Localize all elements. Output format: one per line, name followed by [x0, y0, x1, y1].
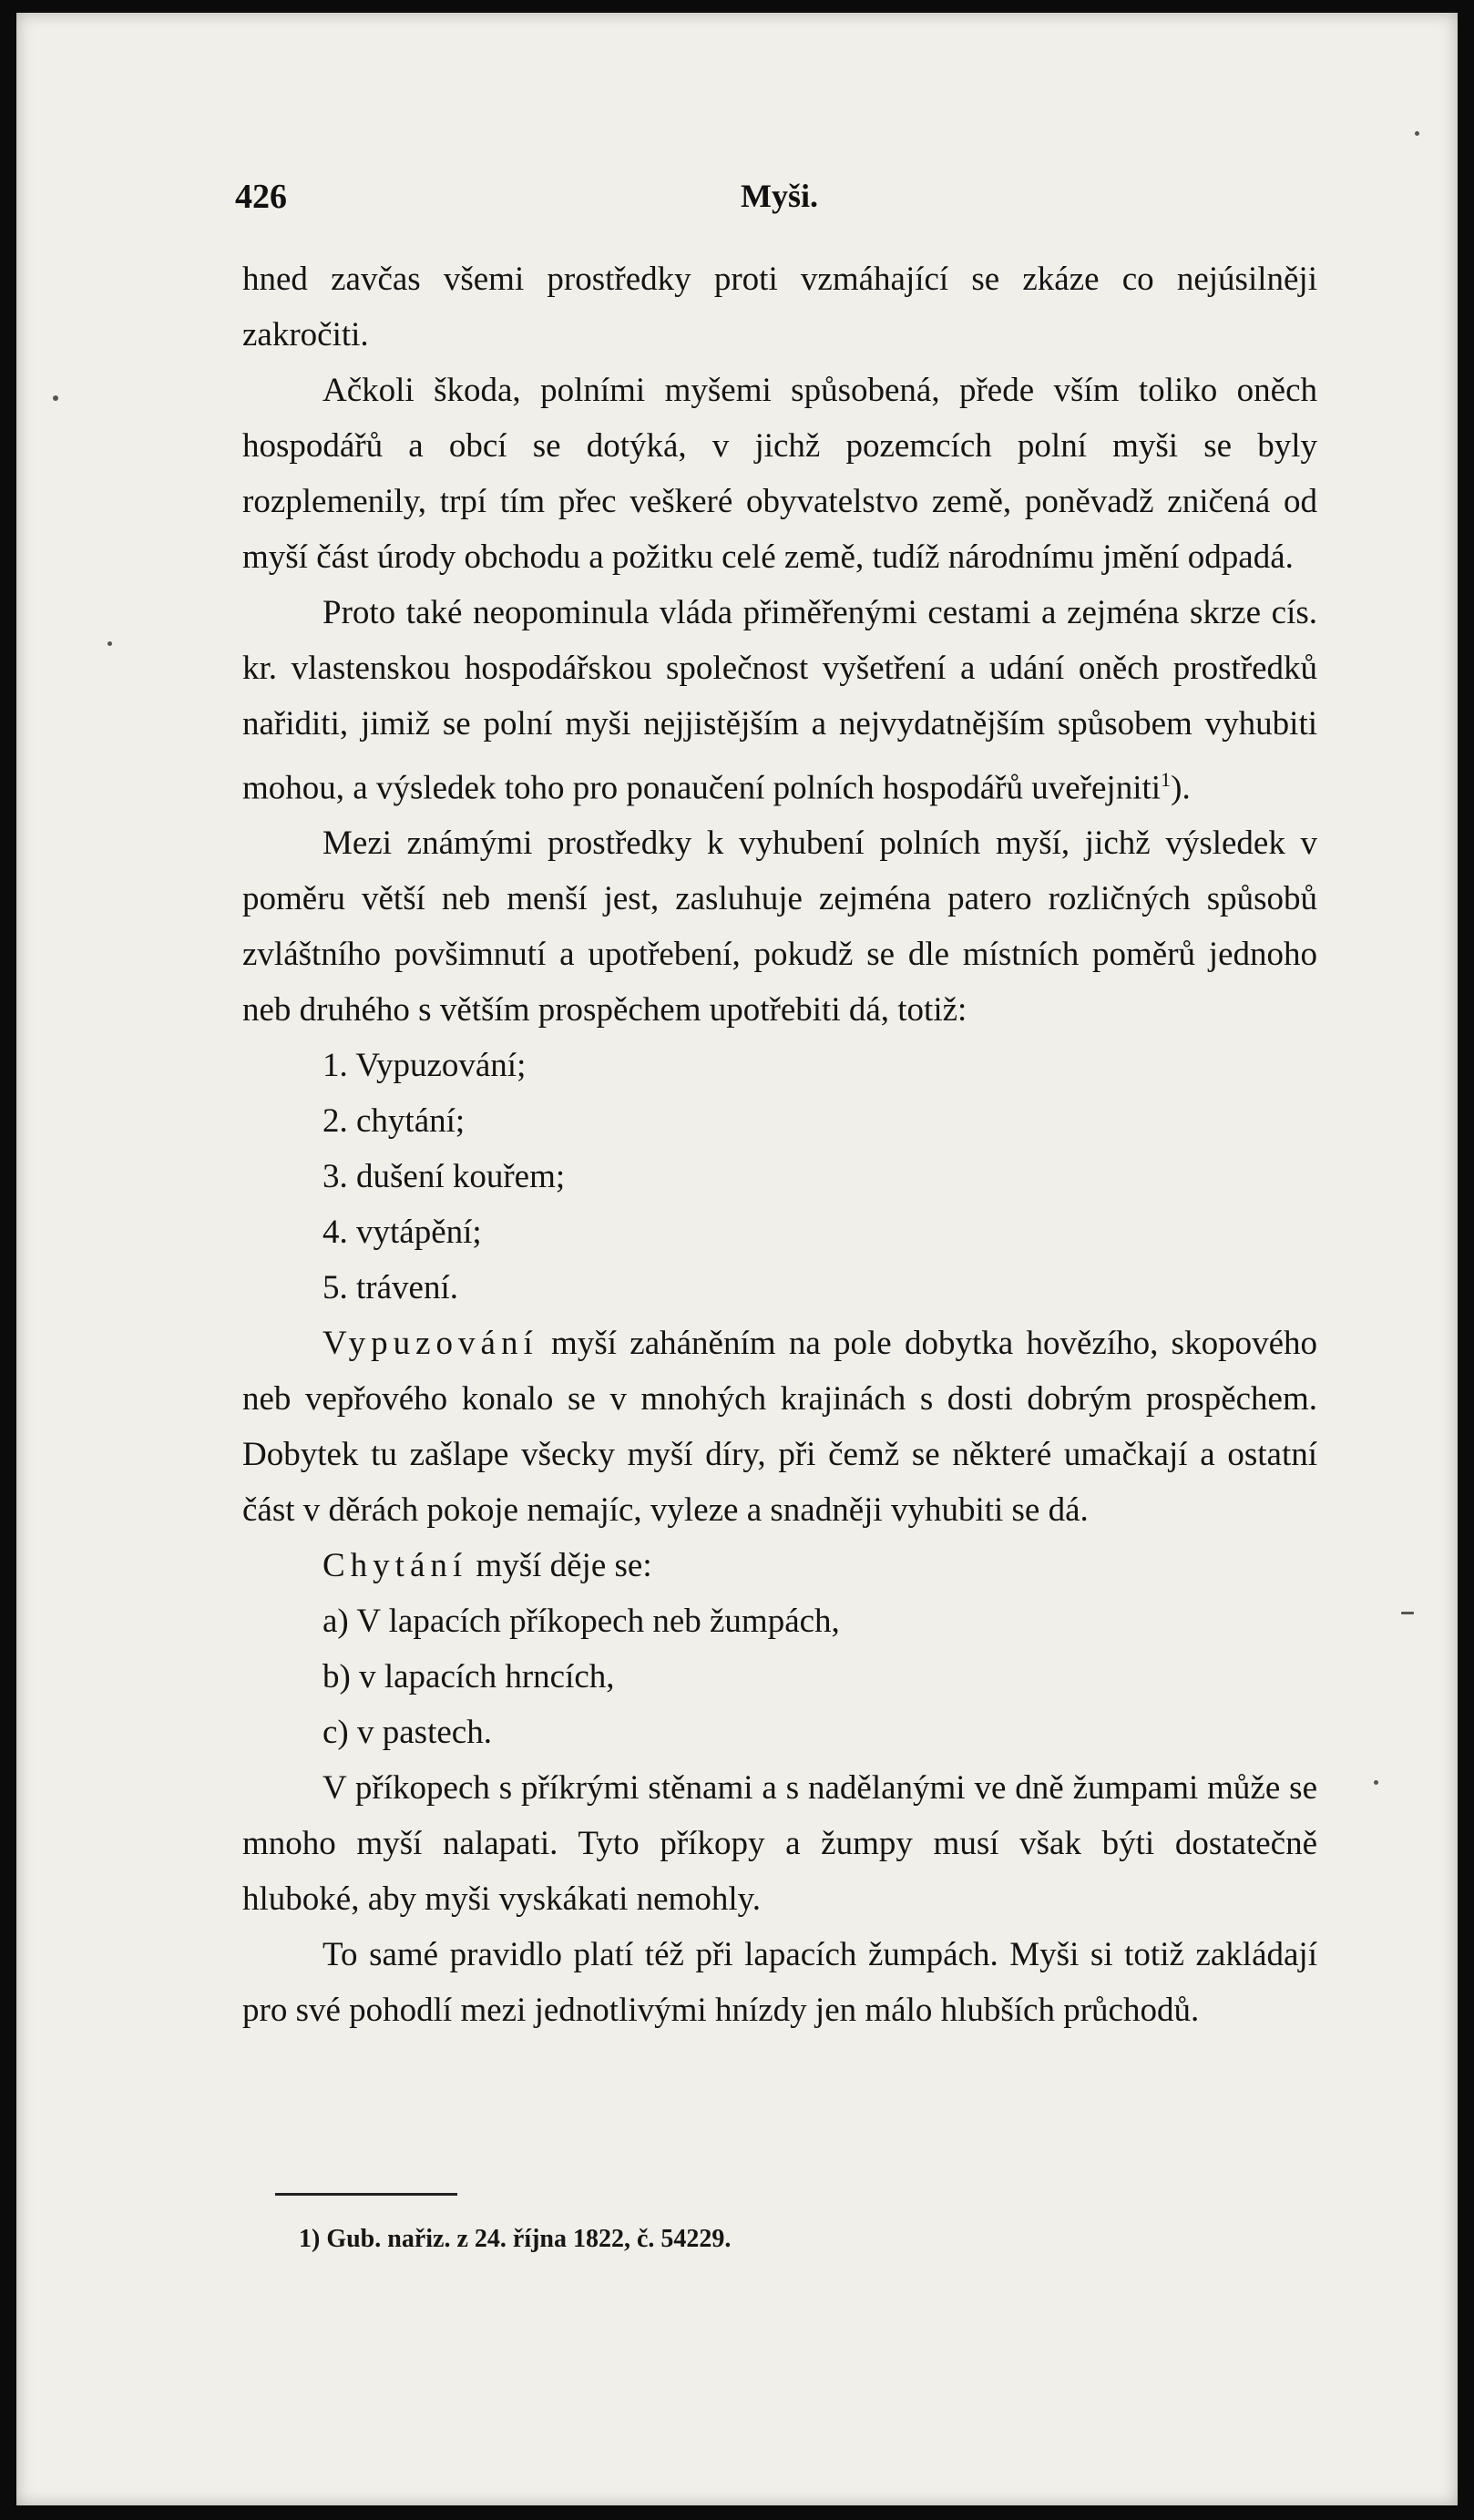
paragraph-6-text: myší děje se:	[467, 1547, 652, 1585]
footnote-reference: 1	[1161, 768, 1172, 791]
methods-list-item: 4. vytápění;	[322, 1214, 482, 1252]
footnote-rule	[275, 2193, 457, 2196]
footnote-marker: 1)	[299, 2225, 321, 2253]
catching-list-item: b) v lapacích hrncích,	[322, 1658, 615, 1696]
paper-speck	[1374, 1780, 1378, 1785]
paper-speck	[53, 395, 58, 401]
paper-speck	[1415, 131, 1419, 136]
term-chytani: Chytání	[322, 1547, 468, 1585]
term-vypuzovani: Vypuzování	[322, 1325, 538, 1363]
paragraph-7: V příkopech s příkrými stěnami a s nadělanými ve dně žumpami může se mnoho myší nalapati. Tyto příkopy a žumpy musí však býti dostatečně hluboké, aby myši vyskákati nemohly.	[242, 1769, 1317, 1919]
page-number: 426	[235, 178, 287, 216]
methods-list-item: 1. Vypuzování;	[322, 1047, 527, 1085]
paper-speck	[1401, 1612, 1414, 1614]
running-title: Myši.	[741, 178, 818, 214]
paragraph-3-end: ).	[1171, 769, 1191, 807]
paragraph-5-text: myší zaháněním na pole dobytka hovězího, skopového neb vepřového konalo se v mnohých krajinách s dosti dobrým prospěchem. Dobytek tu zašlape všecky myší díry, při čemž se některé umačkají a ostatní část v děrách pokoje nemajíc, vyleze a snadněji vyhubiti se dá.	[242, 1325, 1317, 1530]
paper-speck	[107, 641, 112, 646]
methods-list	[242, 1038, 1317, 1316]
book-page	[16, 13, 1458, 2505]
paragraph-6	[242, 1538, 1317, 1593]
paragraph-1: hned zavčas všemi prostředky proti vzmáhající se zkáze co nejúsilněji zakročiti.	[242, 261, 1317, 353]
paragraph-3	[242, 585, 1317, 815]
catching-list-item: a) V lapacích příkopech neb žumpách,	[322, 1603, 840, 1641]
methods-list-item: 5. trávení.	[322, 1269, 458, 1307]
catching-list-item: c) v pastech.	[322, 1714, 492, 1752]
methods-list-item: 2. chytání;	[322, 1102, 466, 1141]
paragraph-3-text: Proto také neopominula vláda přiměřenými cestami a zejména skrze cís. kr. vlastenskou hospodářskou společnost vyšetření a udání oněch prostředků nařiditi, jimiž se polní myši nejjistějším a nejvydatnějším spůsobem vyhubiti mohou, a výsledek toho pro ponaučení polních hospodářů uveřejniti	[242, 594, 1317, 807]
footnote-text: Gub. nařiz. z 24. října 1822, č. 54229.	[326, 2225, 732, 2253]
body-text	[242, 251, 1317, 2038]
footnote	[299, 2225, 731, 2254]
catching-list	[242, 1593, 1317, 1760]
paragraph-5	[242, 1316, 1317, 1538]
paragraph-2: Ačkoli škoda, polními myšemi spůsobená, přede vším toliko oněch hospodářů a obcí se dotýká, v jichž pozemcích polní myši se byly rozplemenily, trpí tím přec veškeré obyvatelstvo země, poněvadž zničená od myší část úrody obchodu a požitku celé země, tudíž národnímu jmění odpadá.	[242, 372, 1317, 576]
paragraph-8: To samé pravidlo platí též při lapacích žumpách. Myši si totiž zakládají pro své pohodlí mezi jednotlivými hnízdy jen málo hlubších průchodů.	[242, 1936, 1317, 2030]
page-header	[235, 177, 1310, 231]
paragraph-4: Mezi známými prostředky k vyhubení polních myší, jichž výsledek v poměru větší neb menší jest, zasluhuje zejména patero rozličných spůsobů zvláštního povšimnutí a upotřebení, pokudž se dle místních poměrů jednoho neb druhého s větším prospěchem upotřebiti dá, totiž:	[242, 825, 1317, 1030]
methods-list-item: 3. dušení kouřem;	[322, 1158, 566, 1196]
